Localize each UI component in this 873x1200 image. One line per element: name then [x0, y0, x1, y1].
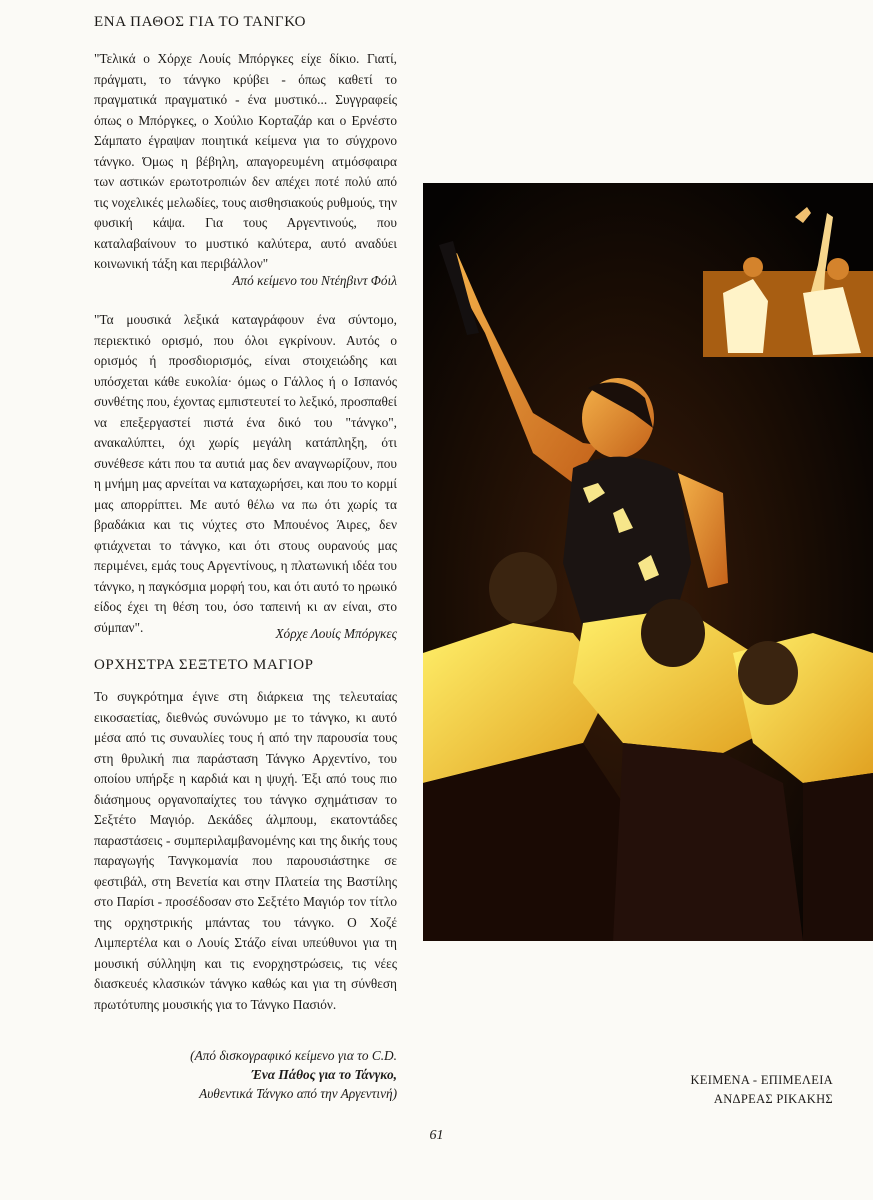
cd-credit-line3: Αυθεντικά Τάνγκο από την Αργεντινή)	[199, 1086, 397, 1101]
editor-name: ΑΝΔΡΕΑΣ ΡΙΚΑΚΗΣ	[713, 1092, 833, 1106]
editors-credit	[690, 1071, 833, 1109]
cd-credit-album-title: Ένα Πάθος για το Τάνγκο,	[251, 1067, 397, 1082]
quote-david-foil: "Τελικά ο Χόρχε Λουίς Μπόργκες είχε δίκιο. Γιατί, πράγματι, το τάνγκο κρύβει - όπως καθετί το πραγματικά πραγματικό - ένα μυστικό... Συγγραφείς όπως ο Μπόργκες, ο Χούλιο Κορταζάρ και ο Ερνέστο Σάμπατο έγραψαν ποιητικά κείμενα για το σύγχρονο τάνγκο. Όμως η βέβηλη, απαγορευμένη ατμόσφαιρα των αστικών ερωτοτροπιών δεν απέχει ποτέ πολύ από τις νοχελικές μελωδίες, τους αισθησιακούς ρυθμούς, την φυσική κάψα. Για τους Αργεντινούς, που καταλαβαίνουν το μυστικό καλύτερα, αυτό αναδύει κοινωνική τάξη και περιβάλλον"	[94, 51, 397, 271]
editors-label: ΚΕΙΜΕΝΑ - ΕΠΙΜΕΛΕΙΑ	[690, 1073, 833, 1087]
section-title-sexteto-mayor: ΟΡΧΗΣΤΡΑ ΣΕΞΤΕΤΟ ΜΑΓΙΟΡ	[94, 657, 314, 673]
section-title-tango-passion: ΕΝΑ ΠΑΘΟΣ ΓΙΑ ΤΟ ΤΑΝΓΚΟ	[94, 14, 307, 30]
sexteto-mayor-text: Το συγκρότημα έγινε στη διάρκεια της τελευταίας εικοσαετίας, διεθνώς συνώνυμο με το τάνγκο, κι αυτό μέσα από τις συναυλίες τους ή από την παρουσία τους στη θρυλική πια παράσταση Τάνγκο Αρχεντίνο, του οποίου υπήρξε η καρδιά και η ψυχή. Έξι από τους πιο διάσημους οργανοπαίχτες του τάνγκο σχημάτισαν το Σεξτέτο Μαγιόρ. Δεκάδες άλμπουμ, εκατοντάδες παραστάσεις - συμπεριλαμβανομένης και της δικής τους παραγωγής Τανγκομανία που παρουσιάστηκε σε φεστιβάλ, στη Βενετία και στην Πλατεία της Βαστίλης στο Παρίσι - προσέδοσαν στο Σεξτέτο Μαγιόρ τον τίτλο της ορχηστρικής μπάντας του τάνγκο. Ο Χοζέ Λιμπερτέλα και ο Λουίς Στάζο είναι υπεύθυνοι για τη μουσική σύλληψη και τις ενορχηστρώσεις, τις νέες διασκευές κλασικών τάνγκο καθώς και για τη σύνθεση πρωτότυπης μουσικής για το Τάνγκο Πασιόν.	[94, 689, 397, 1012]
attribution-borges: Χόρχε Λουίς Μπόργκες	[275, 626, 397, 641]
attribution-david-foil: Από κείμενο του Ντέηβιντ Φόιλ	[232, 273, 397, 288]
page-number: 61	[429, 1128, 444, 1143]
cd-credit-line1: (Από δισκογραφικό κείμενο για το C.D.	[190, 1048, 397, 1063]
quote-borges: "Τα μουσικά λεξικά καταγράφουν ένα σύντομο, περιεκτικό ορισμό, που όλοι εγκρίνουν. Αυτός ο ορισμός ή προσδιορισμός, είναι στοιχειώδης και υπόσχεται κάθε ευκολία· όμως ο Γάλλος ή ο Ισπανός συνθέτης που, έχοντας εμπιστευτεί το λεξικό, προσπαθεί να επεξεργαστεί πιστά ένα δικό του "τάνγκο", ανακαλύπτει, όχι χωρίς μεγάλη κατάπληξη, ότι συνέθεσε κάτι που τα αυτιά μας δεν αναγνωρίζουν, που η μνήμη μας αρνείται να καταχωρήσει, και που το κορμί μας απορρίπτει. Με αυτό θέλω να πω ότι χωρίς τα βραδάκια και τις νύχτες στο Μπουένος Άιρες, δεν φτιάχνεται το τάνγκο, και ότι στους ουρανούς μας περιμένει, εμάς τους Αργεντίνους, η πλατωνική ιδέα του τάνγκο, η παγκόσμια μορφή του, και ότι αυτό το ηρωικό είδος έχει τη θέση του, όσο ταπεινή κι αν είναι, στο σύμπαν".	[94, 312, 397, 635]
tango-dancers-photo	[423, 183, 873, 941]
cd-credit	[94, 1046, 397, 1103]
